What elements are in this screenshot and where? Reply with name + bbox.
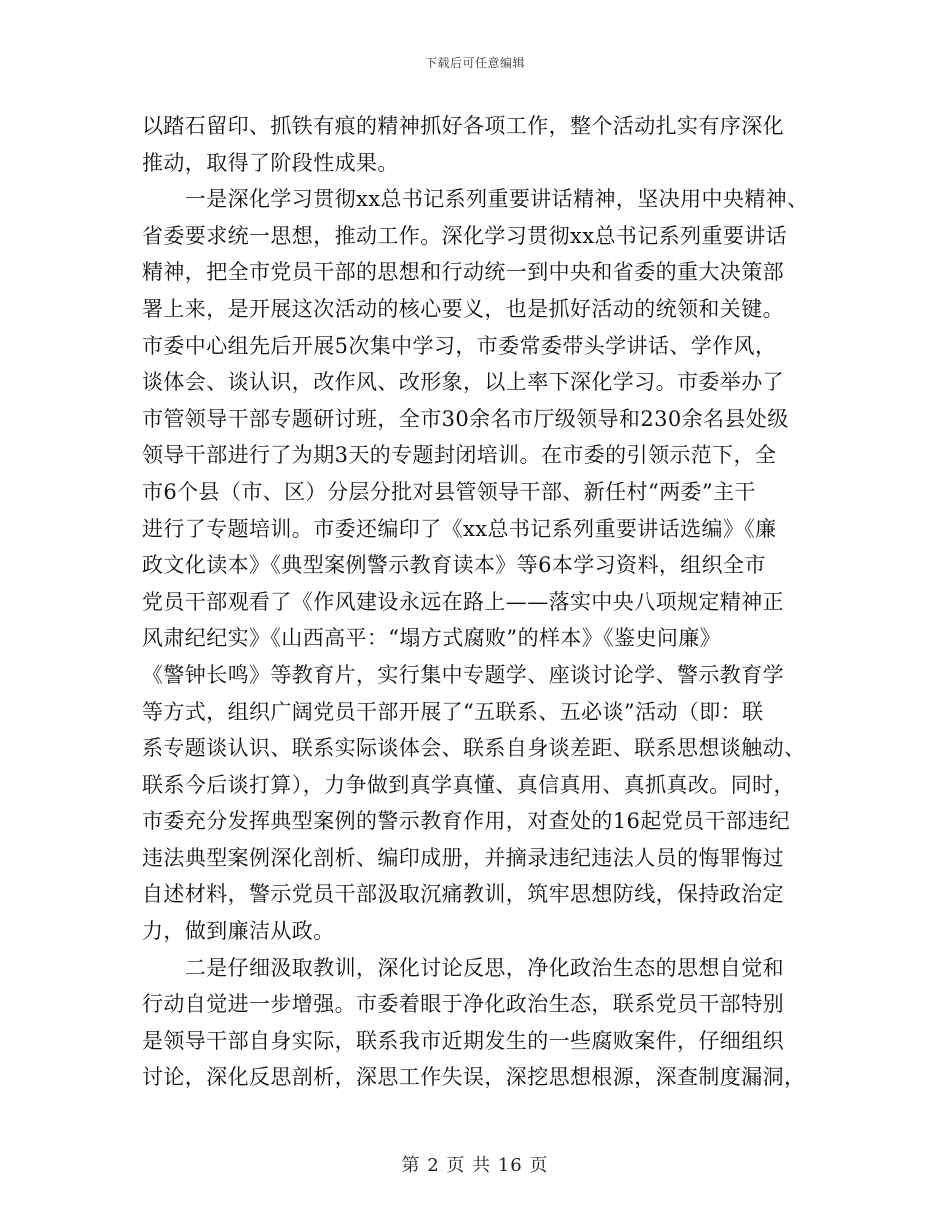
text-line: 力，做到廉洁从政。 bbox=[142, 919, 335, 944]
text-line: 精神，把全市党员干部的思想和行动统一到中央和省委的重大决策部 bbox=[142, 260, 784, 285]
text-line: 市管领导干部专题研讨班，全市30余名市厅级领导和230余名县处级 bbox=[142, 406, 789, 431]
text-line: 行动自觉进一步增强。市委着眼于净化政治生态，联系党员干部特别 bbox=[142, 992, 784, 1017]
document-body bbox=[142, 108, 822, 1096]
text-line: 二是仔细汲取教训，深化讨论反思，净化政治生态的思想自觉和 bbox=[142, 955, 784, 980]
text-line: 自述材料，警示党员干部汲取沉痛教训，筑牢思想防线，保持政治定 bbox=[142, 882, 784, 907]
text-line: 领导干部进行了为期3天的专题封闭培训。在市委的引领示范下，全 bbox=[142, 443, 777, 468]
text-line: 市6个县（市、区）分层分批对县管领导干部、新任村“两委”主干 bbox=[142, 479, 756, 504]
text-line: 谈体会、谈认识，改作风、改形象，以上率下深化学习。市委举办了 bbox=[142, 370, 784, 395]
text-line: 联系今后谈打算），力争做到真学真懂、真信真用、真抓真改。同时， bbox=[142, 772, 795, 797]
text-line: 风肃纪纪实》《山西高平：“塌方式腐败”的样本》《鉴史问廉》 bbox=[142, 626, 722, 651]
text-line: 系专题谈认识、联系实际谈体会、联系自身谈差距、联系思想谈触动、 bbox=[142, 736, 806, 761]
text-line: 政文化读本》《典型案例警示教育读本》等6本学习资料，组织全市 bbox=[142, 553, 766, 578]
text-line: 一是深化学习贯彻xx总书记系列重要讲话精神，坚决用中央精神、 bbox=[142, 187, 809, 212]
text-line: 讨论，深化反思剖析，深思工作失误，深挖思想根源，深查制度漏洞， bbox=[142, 1065, 806, 1090]
text-line: 省委要求统一思想，推动工作。深化学习贯彻xx总书记系列重要讲话 bbox=[142, 223, 788, 248]
text-line: 署上来，是开展这次活动的核心要义，也是抓好活动的统领和关键。 bbox=[142, 296, 784, 321]
text-line: 进行了专题培训。市委还编印了《xx总书记系列重要讲话选编》《廉 bbox=[142, 516, 777, 541]
page-header-note: 下载后可任意编辑 bbox=[424, 56, 525, 70]
text-line: 推动，取得了阶段性成果。 bbox=[142, 150, 399, 175]
text-line: 等方式，组织广阔党员干部开展了“五联系、五必谈”活动（即：联 bbox=[142, 699, 764, 724]
text-line: 市委中心组先后开展5次集中学习，市委常委带头学讲话、学作风， bbox=[142, 333, 777, 358]
text-line: 以踏石留印、抓铁有痕的精神抓好各项工作，整个活动扎实有序深化 bbox=[142, 114, 784, 138]
text-line: 违法典型案例深化剖析、编印成册，并摘录违纪违法人员的悔罪悔过 bbox=[142, 845, 784, 870]
text-line: 市委充分发挥典型案例的警示教育作用，对查处的16起党员干部违纪 bbox=[142, 809, 791, 834]
text-line: 《警钟长鸣》等教育片，实行集中专题学、座谈讨论学、警示教育学 bbox=[142, 662, 784, 687]
text-line: 是领导干部自身实际，联系我市近期发生的一些腐败案件，仔细组织 bbox=[142, 1028, 784, 1053]
page-footer-pagination: 第 2 页 共 16 页 bbox=[401, 1155, 549, 1176]
text-line: 党员干部观看了《作风建设永远在路上——落实中央八项规定精神正 bbox=[142, 589, 784, 614]
